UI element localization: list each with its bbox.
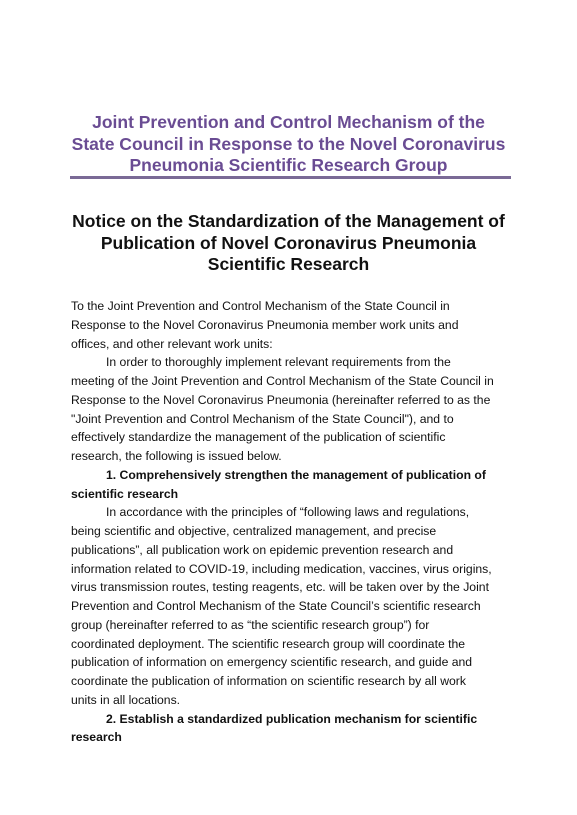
document-title-line: Notice on the Standardization of the Management of	[72, 211, 505, 231]
organization-header-line: State Council in Response to the Novel Coronavirus	[71, 133, 506, 154]
text-line: coordinate the publication of information on scientific research by all work	[71, 674, 466, 688]
text-line: meeting of the Joint Prevention and Control Mechanism of the State Council in	[71, 374, 494, 388]
header-divider	[70, 176, 511, 179]
text-line: research, the following is issued below.	[71, 449, 282, 463]
organization-header-line: Joint Prevention and Control Mechanism of the	[92, 112, 485, 132]
text-line: information related to COVID-19, including medication, vaccines, virus origins,	[71, 561, 492, 576]
text-line: Prevention and Control Mechanism of the State Council’s scientific research	[71, 599, 481, 613]
section-1-heading	[71, 466, 541, 504]
intro-paragraph	[71, 353, 541, 466]
text-line: effectively standardize the management of the publication of scientific	[71, 430, 446, 445]
text-line: To the Joint Prevention and Control Mechanism of the State Council in	[71, 299, 450, 313]
section-1-paragraph	[71, 503, 541, 709]
heading-line: research	[71, 730, 122, 745]
text-line: being scientific and objective, centralized management, and precise	[71, 524, 437, 538]
section-2-heading	[71, 710, 541, 748]
text-line: group (hereinafter referred to as “the scientific research group”) for	[71, 617, 430, 632]
text-line: In accordance with the principles of “following laws and regulations,	[106, 505, 470, 520]
text-line: "Joint Prevention and Control Mechanism of the State Council"), and to	[71, 411, 454, 426]
text-line: offices, and other relevant work units:	[71, 336, 273, 351]
text-line: coordinated deployment. The scientific research group will coordinate the	[71, 636, 466, 651]
text-line: In order to thoroughly implement relevant requirements from the	[106, 355, 451, 370]
organization-header-line: Pneumonia Scientific Research Group	[129, 155, 448, 175]
text-line: Response to the Novel Coronavirus Pneumonia (hereinafter referred to as the	[71, 392, 491, 407]
document-body	[71, 297, 541, 747]
text-line: virus transmission routes, testing reagents, etc. will be taken over by the Joint	[71, 580, 489, 595]
heading-line: 2. Establish a standardized publication mechanism for scientific	[106, 711, 478, 726]
text-line: publications”, all publication work on epidemic prevention research and	[71, 542, 454, 557]
text-line: units in all locations.	[71, 692, 181, 707]
text-line: Response to the Novel Coronavirus Pneumonia member work units and	[71, 317, 459, 332]
document-title-line: Scientific Research	[207, 254, 370, 274]
heading-line: 1. Comprehensively strengthen the management of publication of	[106, 467, 486, 482]
document-title-line: Publication of Novel Coronavirus Pneumonia	[100, 232, 477, 253]
heading-line: scientific research	[71, 486, 179, 501]
salutation-paragraph	[71, 297, 541, 353]
text-line: publication of information on emergency scientific research, and guide and	[71, 655, 473, 670]
document-title	[40, 211, 537, 276]
organization-header	[40, 112, 537, 177]
